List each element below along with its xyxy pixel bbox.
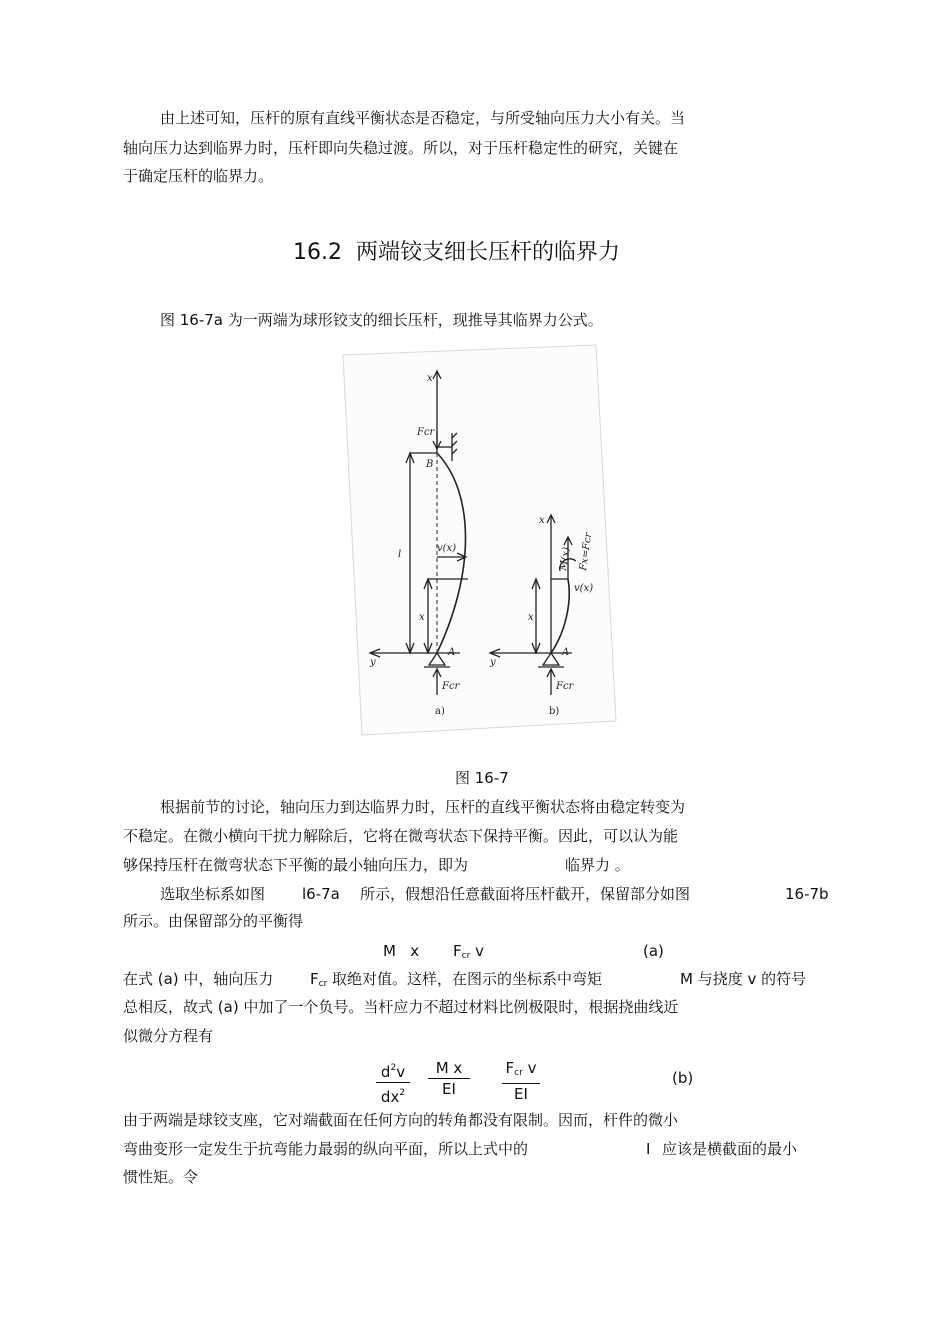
para1-line1: 由上述可知，压杆的原有直线平衡状态是否稳定，与所受轴向压力大小有关。当	[160, 109, 686, 127]
subfigure-a-label: a)	[435, 706, 445, 717]
para4-line1a: 在式 (a) 中，轴向压力	[123, 970, 274, 988]
label-mx: M(x)	[558, 546, 573, 572]
equation-a-tag: (a)	[643, 942, 664, 960]
para3-line1b: l6-7a	[302, 885, 340, 903]
label-fcr-top: Fcr	[417, 427, 435, 438]
figure-caption: 图 16-7	[455, 769, 509, 787]
para1-line2: 轴向压力达到临界力时，压杆即向失稳过渡。所以，对于压杆稳定性的研究，关键在	[123, 139, 679, 157]
eq-b-frac3	[502, 1058, 540, 1104]
eq-b-den2: EI	[442, 1080, 456, 1098]
para3-line2: 所示。由保留部分的平衡得	[123, 912, 304, 930]
eq-b-frac2	[428, 1058, 470, 1099]
para2-line1: 根据前节的讨论，轴向压力到达临界力时，压杆的直线平衡状态将由稳定转变为	[160, 798, 686, 816]
figure-scan-background	[343, 345, 616, 735]
eq-b-num2: M x	[435, 1059, 463, 1077]
para4-line1c: M 与挠度 v 的符号	[680, 970, 807, 988]
para4-line1-force	[310, 969, 327, 994]
para4-line1b: 取绝对值。这样，在图示的坐标系中弯矩	[332, 970, 603, 988]
para4-line3: 似微分方程有	[123, 1027, 214, 1045]
label-x-a: x	[427, 373, 433, 384]
eq-b-den3: EI	[514, 1085, 528, 1103]
section-heading	[293, 235, 620, 266]
para4-f: F	[310, 970, 319, 988]
para5-line2c: 应该是横截面的最小	[662, 1140, 798, 1158]
equation-b-tag: (b)	[672, 1069, 694, 1087]
para5-line3: 惯性矩。令	[123, 1168, 199, 1186]
eq-b-num1: $d^2v$	[380, 1063, 406, 1081]
eq-a-m: M	[383, 942, 396, 960]
label-fx: Fx=Fcr	[578, 531, 595, 572]
label-vx-a: v(x)	[437, 543, 457, 554]
para4-line2: 总相反，故式 (a) 中加了一个负号。当杆应力不超过材料比例极限时，根据挠曲线近	[123, 998, 679, 1016]
para5-line2a: 弯曲变形一定发生于抗弯能力最弱的纵向平面，所以上式中的	[123, 1140, 529, 1158]
para3-line1d: 16-7b	[785, 885, 829, 903]
label-a-b: A	[562, 647, 570, 658]
eq-b-den1: $dx^2$	[380, 1088, 406, 1106]
eq-a-v: v	[475, 942, 484, 960]
label-y-a: y	[370, 657, 376, 668]
eq-a-cr: cr	[461, 951, 471, 961]
eq-a-x: x	[410, 942, 420, 960]
label-fcr-bottom-b: Fcr	[556, 681, 574, 692]
equation-a	[383, 941, 419, 961]
section-number: 16.2	[293, 240, 342, 265]
label-l: l	[398, 549, 402, 560]
eq-b-frac1	[376, 1058, 410, 1107]
para3-line1c: 所示，假想沿任意截面将压杆截开，保留部分如图	[360, 885, 691, 903]
para2-line3a: 够保持压杆在微弯状态下平衡的最小轴向压力，即为	[123, 856, 469, 874]
para4-cr: cr	[318, 979, 328, 989]
para1-line3: 于确定压杆的临界力。	[123, 167, 274, 185]
label-x-section: x	[419, 612, 425, 623]
para5-line2b: I	[646, 1140, 651, 1158]
label-a-a: A	[448, 647, 456, 658]
figure-16-7	[340, 343, 620, 738]
equation-a-rhs	[453, 941, 484, 966]
para2-line2: 不稳定。在微小横向干扰力解除后，它将在微弯状态下保持平衡。因此，可以认为能	[123, 827, 679, 845]
section-title: 两端铰支细长压杆的临界力	[355, 240, 620, 265]
label-x-section-b: x	[528, 612, 534, 623]
figure-intro: 图 16-7a 为一两端为球形铰支的细长压杆，现推导其临界力公式。	[160, 311, 603, 329]
para5-line1: 由于两端是球铰支座，它对端截面在任何方向的转角都没有限制。因而，杆件的微小	[123, 1111, 679, 1129]
label-vx-b: v(x)	[574, 583, 594, 594]
eq-b-num3: $F_{cr}$ v	[505, 1059, 537, 1078]
label-b: B	[426, 459, 434, 470]
subfigure-b-label: b)	[549, 706, 560, 717]
eq-a-f: F	[453, 942, 462, 960]
para3-line1a: 选取坐标系如图	[160, 885, 266, 903]
label-y-b: y	[490, 657, 496, 668]
para2-line3b: 临界力 。	[565, 856, 630, 874]
label-x-b: x	[539, 515, 545, 526]
label-fcr-bottom-a: Fcr	[442, 681, 460, 692]
